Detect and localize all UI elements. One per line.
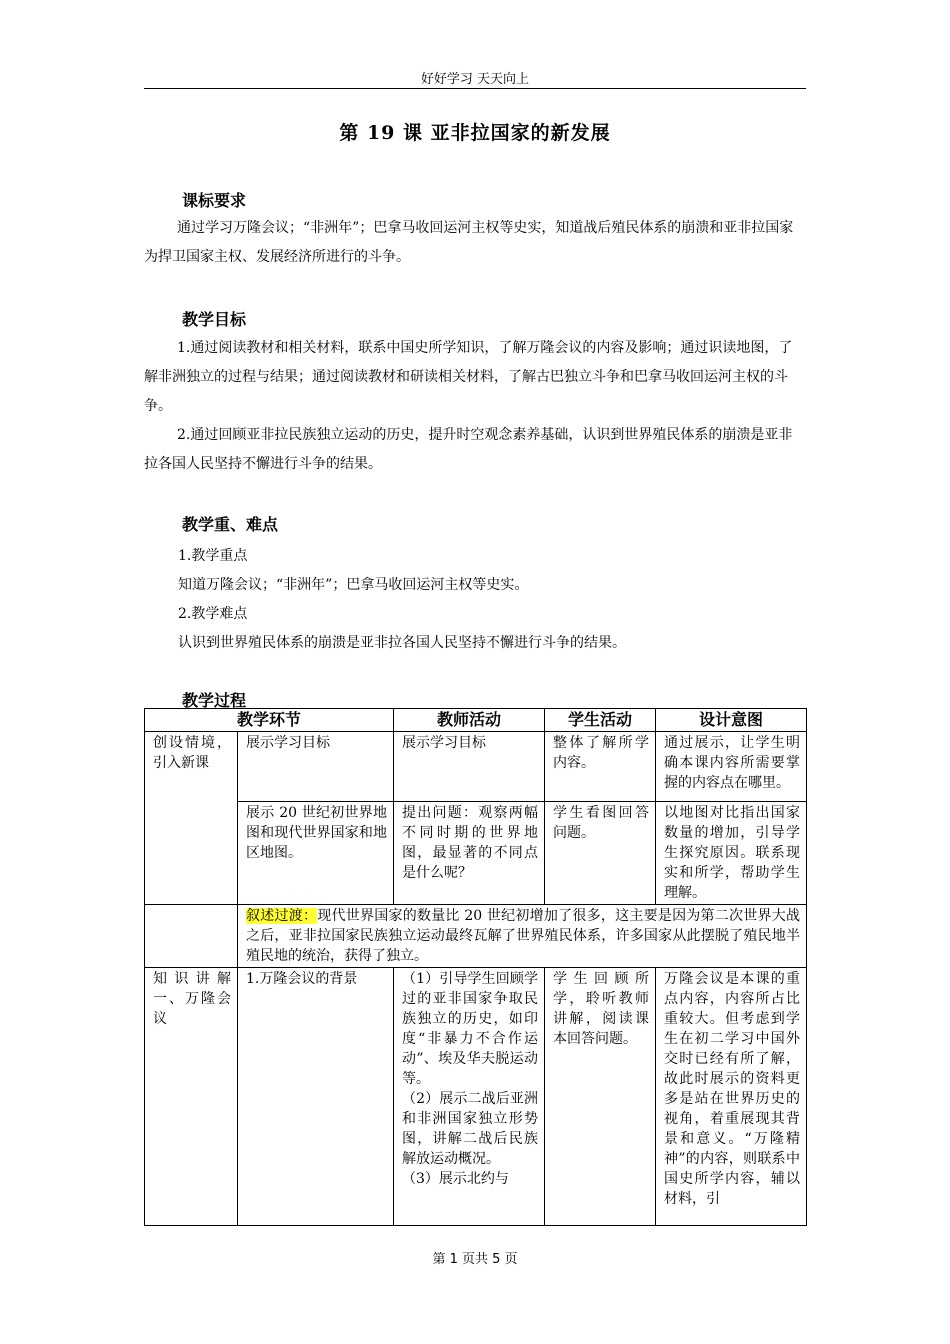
header-student: 学生活动: [545, 709, 656, 732]
intent-cell: 通过展示，让学生明确本课内容所需要掌握的内容点在哪里。: [656, 732, 807, 802]
table-row: [145, 802, 807, 905]
heading-curriculum: 课标要求: [182, 191, 247, 210]
content-cell: 展示学习目标: [238, 732, 394, 802]
header-intent: 设计意图: [656, 709, 807, 732]
teacher-step-3: （3）展示北约与: [402, 1171, 509, 1187]
phase-cell: 知识讲解一、万隆会议: [145, 968, 238, 1226]
curriculum-text: 通过学习万隆会议；“非洲年”；巴拿马收回运河主权等史实，知道战后殖民体系的崩溃和亚非拉国家为捍卫国家主权、发展经济所进行的斗争。: [144, 220, 794, 265]
heading-goals: 教学目标: [182, 310, 247, 329]
teaching-process-table: [144, 708, 807, 1226]
keypoint-label-1: 1.教学重点: [178, 548, 248, 564]
content-cell: 1.万隆会议的背景: [238, 968, 394, 1226]
transition-label: 叙述过渡：: [246, 908, 318, 924]
keypoint-label-2: 2.教学难点: [178, 606, 248, 622]
transition-text: 现代世界国家的数量比 20 世纪初增加了很多，这主要是因为第二次世界大战之后，亚非拉国家民族独立运动最终瓦解了世界殖民体系，许多国家从此摆脱了殖民地半殖民地的统治，获得了独立。: [246, 908, 801, 964]
empty-cell: [145, 905, 238, 968]
content-cell: 展示 20 世纪初世界地图和现代世界国家和地区地图。: [238, 802, 394, 905]
header-rule: [144, 88, 806, 89]
header-teacher: 教师活动: [394, 709, 545, 732]
table-header-row: [145, 709, 807, 732]
lesson-title: 第 19 课 亚非拉国家的新发展: [339, 122, 611, 144]
page-footer: 第 1 页共 5 页: [432, 1252, 518, 1267]
keypoint-text-2: 认识到世界殖民体系的崩溃是亚非拉各国人民坚持不懈进行斗争的结果。: [178, 635, 626, 651]
transition-row: [145, 905, 807, 968]
teacher-step-2: （2）展示二战后亚洲和非洲国家独立形势图，讲解二战后民族解放运动概况。: [402, 1091, 539, 1167]
transition-cell: [238, 905, 807, 968]
intent-cell: 以地图对比指出国家数量的增加，引导学生探究原因。联系现实和所学，帮助学生理解。: [656, 802, 807, 905]
table-row: [145, 968, 807, 1226]
teacher-cell: 展示学习目标: [394, 732, 545, 802]
heading-process: 教学过程: [182, 691, 247, 710]
intent-cell: 万隆会议是本课的重点内容，内容所占比重较大。但考虑到学生在初二学习中国外交时已经有所了解，故此时展示的资料更多是站在世界历史的视角，着重展现其背景和意义。“万隆精神”的内容，则联系中国史所学内容，辅以材料，引: [656, 968, 807, 1226]
table-row: [145, 732, 807, 802]
heading-keypoints: 教学重、难点: [182, 515, 279, 534]
goals-paragraph-1: 1.通过阅读教材和相关材料，联系中国史所学知识，了解万隆会议的内容及影响；通过识读地图，了解非洲独立的过程与结果；通过阅读教材和研读相关材料，了解古巴独立斗争和巴拿马收回运河主权的斗争。: [144, 340, 793, 414]
page-header: 好好学习 天天向上: [420, 72, 530, 87]
teacher-cell: 提出问题：观察两幅不同时期的世界地图，最显著的不同点是什么呢？: [394, 802, 545, 905]
keypoint-text-1: 知道万隆会议；“非洲年”；巴拿马收回运河主权等史实。: [178, 577, 529, 593]
student-cell: 学生看图回答问题。: [545, 802, 656, 905]
teacher-step-1: （1）引导学生回顾学过的亚非国家争取民族独立的历史，如印度“非暴力不合作运动”、埃及华夫脱运动等。: [402, 971, 539, 1087]
header-phase: 教学环节: [145, 709, 394, 732]
phase-cell: 创设情境，引入新课: [145, 732, 238, 905]
student-cell: 整体了解所学内容。: [545, 732, 656, 802]
student-cell: 学生回顾所学，聆听教师讲解，阅读课本回答问题。: [545, 968, 656, 1226]
goals-paragraph-2: 2.通过回顾亚非拉民族独立运动的历史，提升时空观念素养基础，认识到世界殖民体系的崩溃是亚非拉各国人民坚持不懈进行斗争的结果。: [144, 427, 793, 472]
teacher-cell: [394, 968, 545, 1226]
